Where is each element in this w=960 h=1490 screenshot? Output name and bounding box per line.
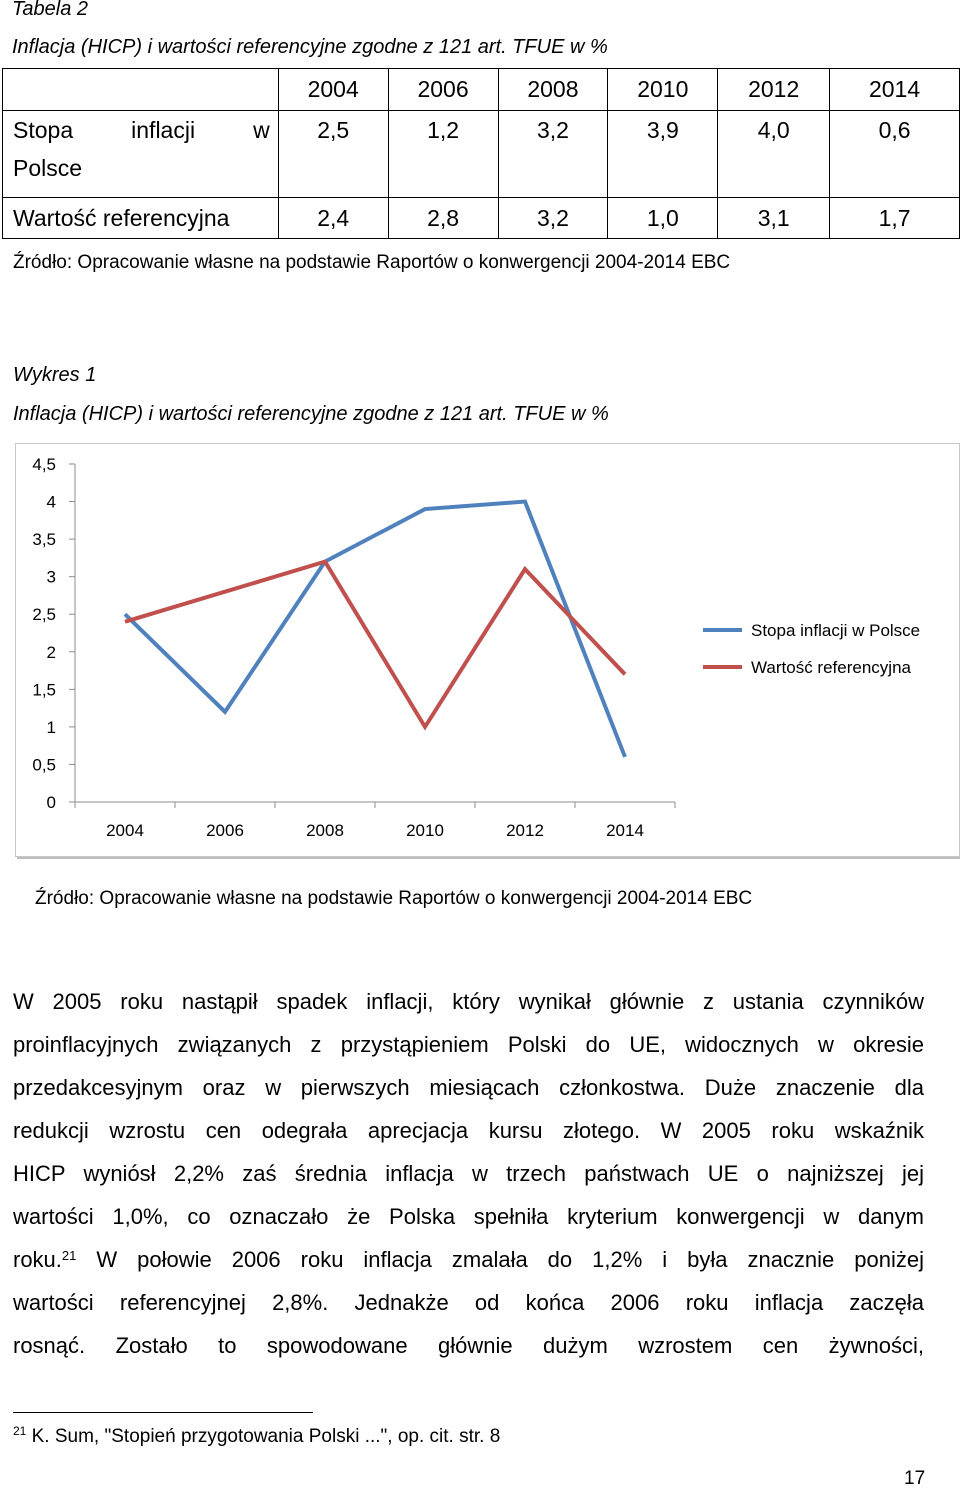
row-label-word: Stopa [13,117,74,143]
y-tick-label: 1,5 [32,680,56,700]
row-label-word: inflacji [131,117,196,143]
table-cell: 3,1 [718,198,830,239]
header-year: 2010 [608,69,718,111]
legend-label: Wartość referencyjna [751,658,911,677]
figure-source: Źródło: Opracowanie własne na podstawie Raportów o konwergencji 2004-2014 EBC [35,888,753,909]
table-cell: 1,2 [388,111,498,198]
y-tick-label: 4 [46,492,56,512]
table-cell: 3,2 [498,111,608,198]
x-tick-label: 2004 [106,821,144,840]
body-line: HICP wyniósł 2,2% zaś średnia inflacja w trzech państwach UE o najniższej jej [13,1161,924,1186]
y-tick-label: 2 [46,642,56,662]
page-number: 17 [904,1468,926,1489]
header-year: 2012 [718,69,830,111]
table-title: Inflacja (HICP) i wartości referencyjne zgodne z 121 art. TFUE w % [12,36,608,58]
header-year: 2006 [388,69,498,111]
body-line: rosnąć. Zostało to spowodowane głównie dużym wzrostem cen żywności, [13,1333,924,1358]
body-line: redukcji wzrostu cen odegrała aprecjacja kursu złotego. W 2005 roku wskaźnik [13,1118,924,1143]
figure-caption: Wykres 1 [13,364,97,386]
y-tick-label: 1 [46,717,56,737]
y-tick-label: 4,5 [32,455,56,474]
table-cell: 3,9 [608,111,718,198]
x-tick-label: 2010 [406,821,444,840]
body-line: wartości referencyjnej 2,8%. Jednakże od końca 2006 roku inflacja zaczęła [13,1290,924,1315]
table-cell: 1,7 [830,198,960,239]
row-label-word: w [253,117,270,143]
series-line-2 [125,562,625,727]
table-cell: 2,5 [278,111,388,198]
table-cell: 4,0 [718,111,830,198]
table-cell: 2,8 [388,198,498,239]
body-line [13,1238,924,1281]
header-year: 2004 [278,69,388,111]
header-year: 2008 [498,69,608,111]
footnote-reference[interactable]: 21 [61,1248,77,1263]
row-label-reference: Wartość referencyjna [3,198,279,239]
body-paragraph [13,980,924,1367]
legend-label: Stopa inflacji w Polsce [751,621,921,640]
y-tick-label: 2,5 [32,605,56,625]
x-tick-label: 2014 [606,821,644,840]
table-cell: 0,6 [830,111,960,198]
table-cell: 2,4 [278,198,388,239]
body-line: proinflacyjnych związanych z przystąpieniem Polski do UE, widocznych w okresie [13,1032,924,1057]
body-line-rest: W połowie 2006 roku inflacja zmalała do 1,2% i była znacznie poniżej [76,1247,924,1272]
x-tick-label: 2008 [306,821,344,840]
body-line: przedakcesyjnym oraz w pierwszych miesiącach członkostwa. Duże znaczenie dla [13,1075,924,1100]
header-year: 2014 [830,69,960,111]
footnote [13,1426,500,1448]
table-caption: Tabela 2 [12,0,88,20]
series-line-1 [125,502,625,757]
y-tick-label: 3,5 [32,530,56,550]
footnote-separator [13,1412,313,1413]
footnote-text: K. Sum, "Stopień przygotowania Polski ...", op. cit. str. 8 [26,1426,501,1447]
footnote-number: 21 [13,1424,27,1438]
row-label-word: Polsce [13,155,83,181]
y-tick-label: 0 [46,793,56,812]
table-cell: 1,0 [608,198,718,239]
x-tick-label: 2006 [206,821,244,840]
y-tick-label: 0,5 [32,755,56,775]
table-cell: 3,2 [498,198,608,239]
body-line-start: roku. [13,1247,62,1272]
body-line: wartości 1,0%, co oznaczało że Polska spełniła kryterium konwergencji w danym [13,1204,924,1229]
figure-title: Inflacja (HICP) i wartości referencyjne zgodne z 121 art. TFUE w % [13,403,609,425]
table-source: Źródło: Opracowanie własne na podstawie Raportów o konwergencji 2004-2014 EBC [13,252,731,273]
x-tick-label: 2012 [506,821,544,840]
body-line: W 2005 roku nastąpił spadek inflacji, który wynikał głównie z ustania czynników [13,989,924,1014]
y-tick-label: 3 [46,567,56,587]
